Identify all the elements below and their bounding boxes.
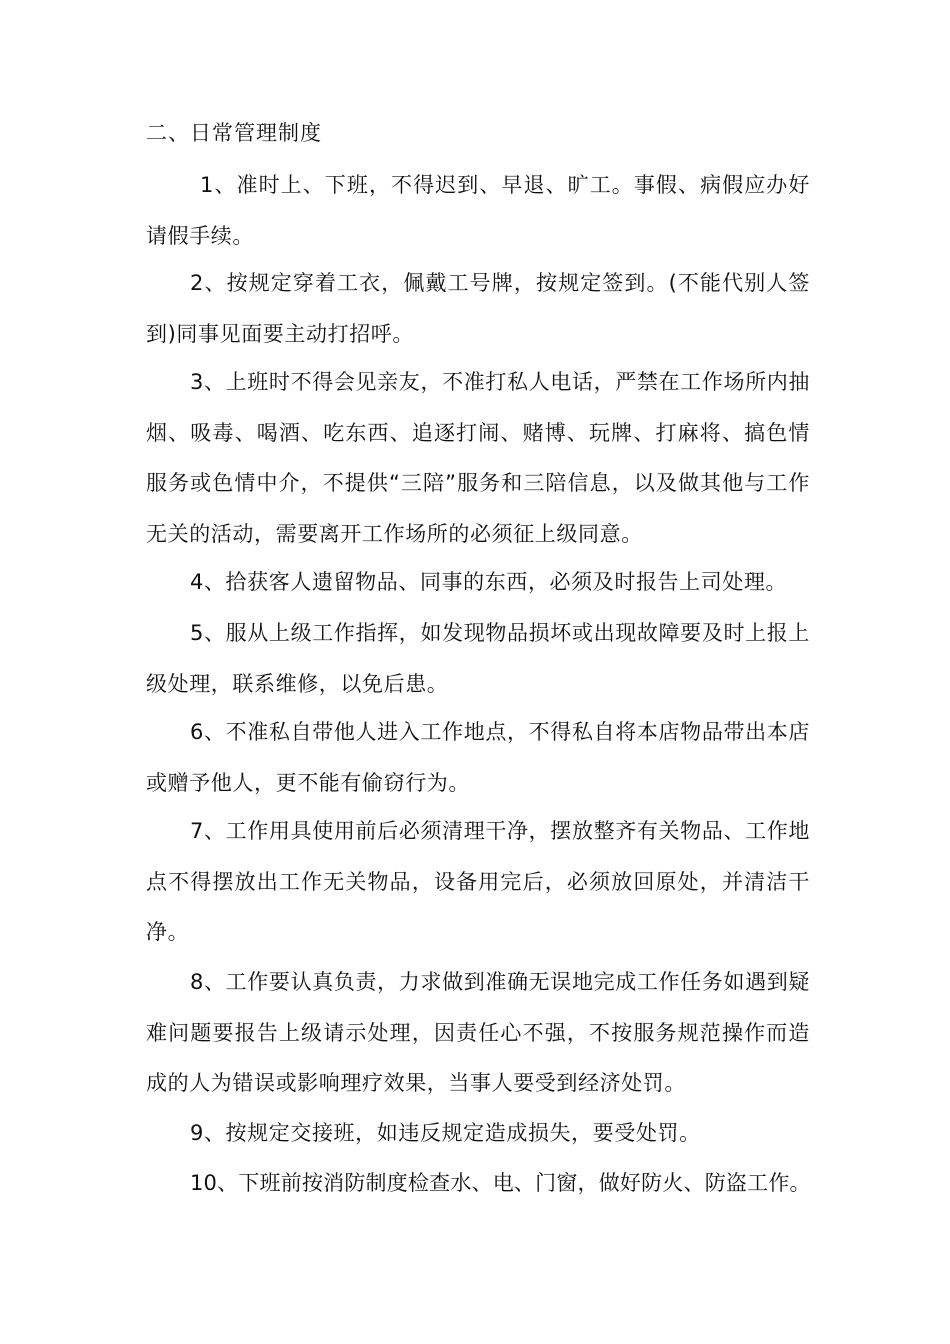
rule-paragraph-3: 3、上班时不得会见亲友，不准打私人电话，严禁在工作场所内抽烟、吸毒、喝酒、吃东西、追逐打闹、赌博、玩牌、打麻将、搞色情服务或色情中介，不提供“三陪”服务和三陪信息，以及做其他与工作无关的活动，需要离开工作场所的必须征上级同意。 xyxy=(146,370,810,546)
rule-paragraph-10: 10、下班前按消防制度检查水、电、门窗，做好防火、防盗工作。 xyxy=(190,1171,811,1195)
rule-paragraph-1: 1、准时上、下班，不得迟到、早退、旷工。事假、病假应办好请假手续。 xyxy=(146,173,810,248)
rule-paragraph-2: 2、按规定穿着工衣，佩戴工号牌，按规定签到。(不能代别人签到)同事见面要主动打招呼。 xyxy=(146,271,810,346)
rule-paragraph-4: 4、拾获客人遗留物品、同事的东西，必须及时报告上司处理。 xyxy=(190,570,788,594)
rule-paragraph-8: 8、工作要认真负责，力求做到准确无误地完成工作任务如遇到疑难问题要报告上级请示处理，因责任心不强，不按服务规范操作而造成的人为错误或影响理疗效果，当事人要受到经济处罚。 xyxy=(146,970,810,1095)
rule-paragraph-7: 7、工作用具使用前后必须清理干净，摆放整齐有关物品、工作地点不得摆放出工作无关物品，设备用完后，必须放回原处，并清洁干净。 xyxy=(146,819,810,944)
rule-paragraph-6: 6、不准私自带他人进入工作地点，不得私自将本店物品带出本店或赠予他人，更不能有偷窃行为。 xyxy=(146,720,810,795)
section-heading: 二、日常管理制度 xyxy=(146,121,322,145)
rule-paragraph-5: 5、服从上级工作指挥，如发现物品损坏或出现故障要及时上报上级处理，联系维修，以免后患。 xyxy=(146,621,810,696)
rule-paragraph-9: 9、按规定交接班，如违反规定造成损失，要受处罚。 xyxy=(190,1121,701,1145)
